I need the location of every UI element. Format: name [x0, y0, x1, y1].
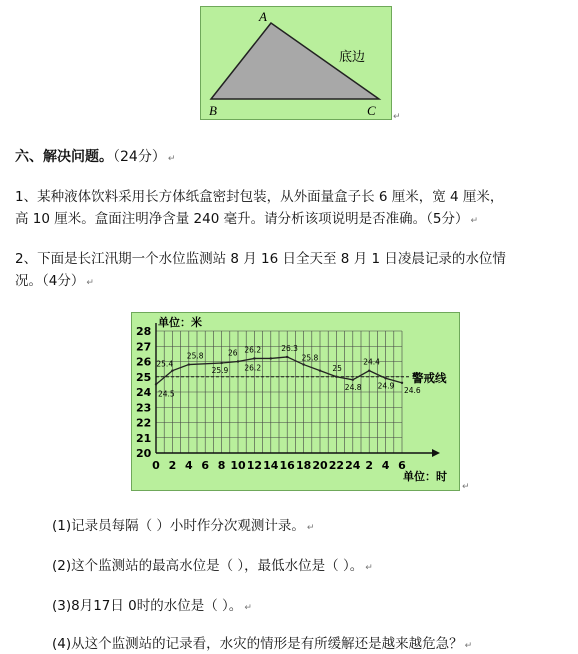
data-label: 25.8: [301, 353, 319, 363]
series-point: [401, 382, 403, 384]
x-tick-label: 20: [312, 459, 328, 472]
vertex-a-label: A: [259, 9, 267, 24]
paragraph-mark: ↵: [393, 112, 401, 122]
data-label: 24.8: [344, 382, 362, 392]
series-point: [237, 360, 239, 362]
vertex-c-label: C: [367, 103, 376, 118]
x-tick-label: 0: [152, 459, 160, 472]
q1-line-1: 1、某种液体饮料采用长方体纸盒密封包装，从外面量盒子长 6 厘米，宽 4 厘米，: [15, 189, 504, 205]
chart-grid: [156, 331, 402, 453]
x-tick-label: 8: [217, 459, 226, 472]
x-tick-label: 16: [279, 459, 295, 472]
series-point: [384, 377, 386, 379]
x-tick-label: 4: [381, 459, 390, 472]
series-point: [220, 362, 222, 364]
x-axis-arrow: [432, 449, 440, 457]
y-tick-label: 26: [136, 355, 152, 369]
y-unit-label: 单位：米: [158, 316, 202, 329]
paragraph-mark: ↵: [462, 482, 470, 492]
y-tick-label: 22: [136, 416, 152, 430]
section-heading: [15, 146, 175, 170]
subquestion-4: [52, 632, 472, 652]
paragraph-mark: ↵: [306, 523, 315, 533]
data-label: 24.6: [404, 385, 421, 395]
series-point: [302, 363, 304, 365]
section-title: 解决问题。: [43, 149, 113, 165]
series-point: [368, 369, 370, 371]
y-tick-label: 21: [136, 431, 152, 445]
series-point: [253, 357, 255, 359]
data-label: 26.3: [281, 343, 298, 353]
data-label: 24.5: [158, 389, 175, 399]
y-tick-label: 28: [136, 325, 152, 338]
series-point: [286, 356, 288, 358]
series-point: [270, 357, 272, 359]
series-point: [155, 383, 157, 385]
triangle-figure: [200, 6, 392, 120]
side-label: 底边: [339, 50, 366, 65]
paragraph-mark: ↵: [167, 154, 176, 164]
series-point: [335, 376, 337, 378]
chart-axes: [156, 323, 440, 457]
subquestion-2-text: (2)这个监测站的最高水位是（ ），最低水位是（ ）。: [52, 558, 364, 574]
q2-line-1: 2、下面是长江汛期一个水位监测站 8 月 16 日全天至 8 月 1 日凌晨记录的水位情: [15, 251, 506, 267]
paragraph-mark: ↵: [365, 563, 373, 573]
x-tick-label: 24: [345, 459, 361, 472]
data-label: 26.2: [244, 363, 262, 373]
y-tick-label: 24: [136, 386, 152, 399]
data-label: 25.9: [211, 366, 229, 376]
water-level-chart: [131, 312, 460, 491]
section-number: 六、: [15, 149, 43, 165]
paragraph-mark: ↵: [470, 216, 478, 226]
data-label: 25.4: [156, 359, 174, 369]
subquestion-3: [52, 594, 252, 614]
x-tick-label: 14: [263, 459, 279, 472]
x-tick-label: 2: [168, 459, 177, 472]
subquestion-4-text: (4)从这个监测站的记录看，水灾的情形是有所缓解还是越来越危急？: [52, 636, 463, 652]
x-unit-label: 单位：时: [403, 470, 447, 483]
vertex-b-label: B: [209, 103, 217, 118]
data-label: 25.8: [186, 351, 204, 361]
y-tick-label: 20: [136, 447, 152, 460]
x-tick-label: 6: [201, 459, 210, 472]
x-tick-label: 2: [365, 459, 374, 472]
section-points: （24分）: [113, 149, 166, 165]
warning-line-label: 警戒线: [412, 371, 447, 385]
data-label: 25: [332, 363, 342, 373]
y-tick-label: 23: [136, 401, 152, 415]
paragraph-mark: ↵: [464, 641, 473, 651]
x-tick-label: 10: [230, 459, 246, 472]
subquestion-3-text: (3)8月17日 0时的水位是（ ）。: [52, 598, 243, 614]
question-2: [15, 248, 575, 294]
question-1: [15, 186, 565, 232]
data-label: 24.9: [377, 381, 395, 391]
data-label: 26.2: [244, 345, 262, 355]
x-tick-label: 6: [398, 459, 406, 472]
series-point: [171, 369, 173, 371]
subquestion-2: [52, 554, 373, 574]
paragraph-mark: ↵: [86, 278, 94, 288]
paragraph-mark: ↵: [244, 603, 252, 613]
series-point: [352, 379, 354, 381]
chart-svg: [132, 313, 459, 490]
x-tick-label: 22: [328, 459, 345, 472]
data-label: 24.4: [363, 357, 380, 367]
x-tick-label: 4: [184, 459, 193, 472]
q1-line-2: 高 10 厘米。盒面注明净含量 240 毫升。请分析该项说明是否准确。（5分）: [15, 211, 469, 227]
x-tick-label: 12: [246, 459, 263, 472]
subquestion-1-text: (1)记录员每隔（ ）小时作分次观测计录。: [52, 518, 305, 534]
series-point: [319, 369, 321, 371]
triangle-svg: [201, 7, 391, 119]
y-tick-label: 27: [136, 340, 152, 354]
series-point: [188, 363, 190, 365]
x-tick-label: 18: [295, 459, 312, 472]
data-label: 26: [228, 348, 238, 358]
q2-line-2: 况。（4分）: [15, 273, 85, 289]
subquestion-1: [52, 514, 314, 534]
y-tick-label: 25: [136, 370, 152, 384]
chart-data-labels: [156, 344, 421, 398]
